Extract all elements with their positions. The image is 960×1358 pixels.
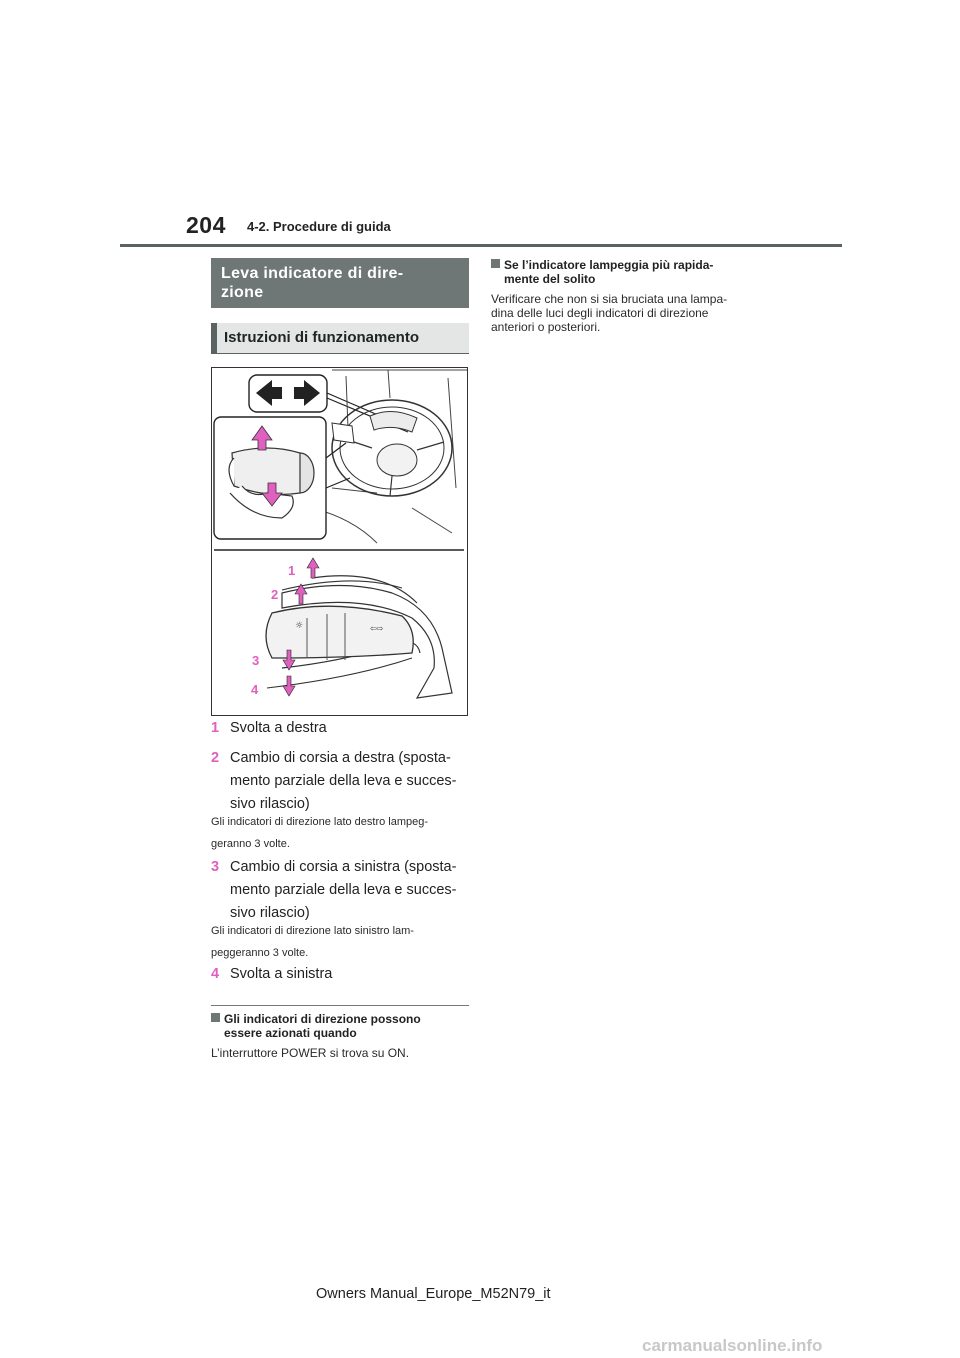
arrow-4-icon xyxy=(283,676,295,696)
svg-text:⇦⇨: ⇦⇨ xyxy=(370,624,384,633)
callout-4: 4 xyxy=(251,682,259,697)
turn-signal-lever-figure xyxy=(211,367,468,716)
main-heading-text: Leva indicatore di dire- zione xyxy=(221,265,404,301)
step-1-text: Svolta a destra xyxy=(230,720,327,736)
callout-2: 2 xyxy=(271,587,279,602)
note-right-blink: Gli indicatori di direzione lato destro lampeg- geranno 3 volte. xyxy=(211,816,429,850)
step-2-number: 2 xyxy=(211,750,220,766)
fast-blink-heading xyxy=(491,258,756,286)
sub-heading-text: Istruzioni di funzionamento xyxy=(224,329,419,346)
callout-3: 3 xyxy=(252,653,260,668)
arrow-1-icon xyxy=(307,558,319,578)
watermark: carmanualsonline.info xyxy=(642,1336,823,1355)
square-bullet-icon xyxy=(211,1013,220,1022)
power-section-title: Gli indicatori di direzione possono essere azionati quando xyxy=(224,1012,421,1040)
section-title: 4-2. Procedure di guida xyxy=(247,219,391,234)
square-bullet-icon xyxy=(491,259,500,268)
main-heading xyxy=(211,258,469,308)
step-2 xyxy=(211,747,473,816)
step-4 xyxy=(211,963,473,986)
power-section-body: L’interruttore POWER si trova su ON. xyxy=(211,1046,410,1060)
step-4-text: Svolta a sinistra xyxy=(230,966,333,982)
page-number: 204 xyxy=(186,212,226,238)
step-2-text: Cambio di corsia a destra (sposta- mento parziale della leva e succes- sivo rilascio) xyxy=(230,750,457,812)
svg-text:☼: ☼ xyxy=(295,621,304,631)
footer-text: Owners Manual_Europe_M52N79_it xyxy=(316,1286,551,1302)
power-section-heading xyxy=(211,1012,473,1040)
sub-heading xyxy=(211,323,469,354)
step-1-number: 1 xyxy=(211,720,220,736)
callout-1: 1 xyxy=(288,563,296,578)
section-divider xyxy=(211,1005,469,1006)
step-1 xyxy=(211,717,473,740)
step-3-text: Cambio di corsia a sinistra (sposta- mento parziale della leva e succes- sivo rilascio) xyxy=(230,859,457,921)
fast-blink-title: Se l’indicatore lampeggia più rapida- mente del solito xyxy=(504,258,714,286)
step-4-number: 4 xyxy=(211,966,220,982)
lever-illustration xyxy=(212,368,467,715)
step-3-number: 3 xyxy=(211,859,220,875)
fast-blink-body: Verificare che non si sia bruciata una lampa- dina delle luci degli indicatori di direzione anteriori o posteriori. xyxy=(491,292,728,334)
header-rule xyxy=(120,244,842,247)
note-left-blink: Gli indicatori di direzione lato sinistro lam- peggeranno 3 volte. xyxy=(211,925,414,959)
step-3 xyxy=(211,856,473,925)
